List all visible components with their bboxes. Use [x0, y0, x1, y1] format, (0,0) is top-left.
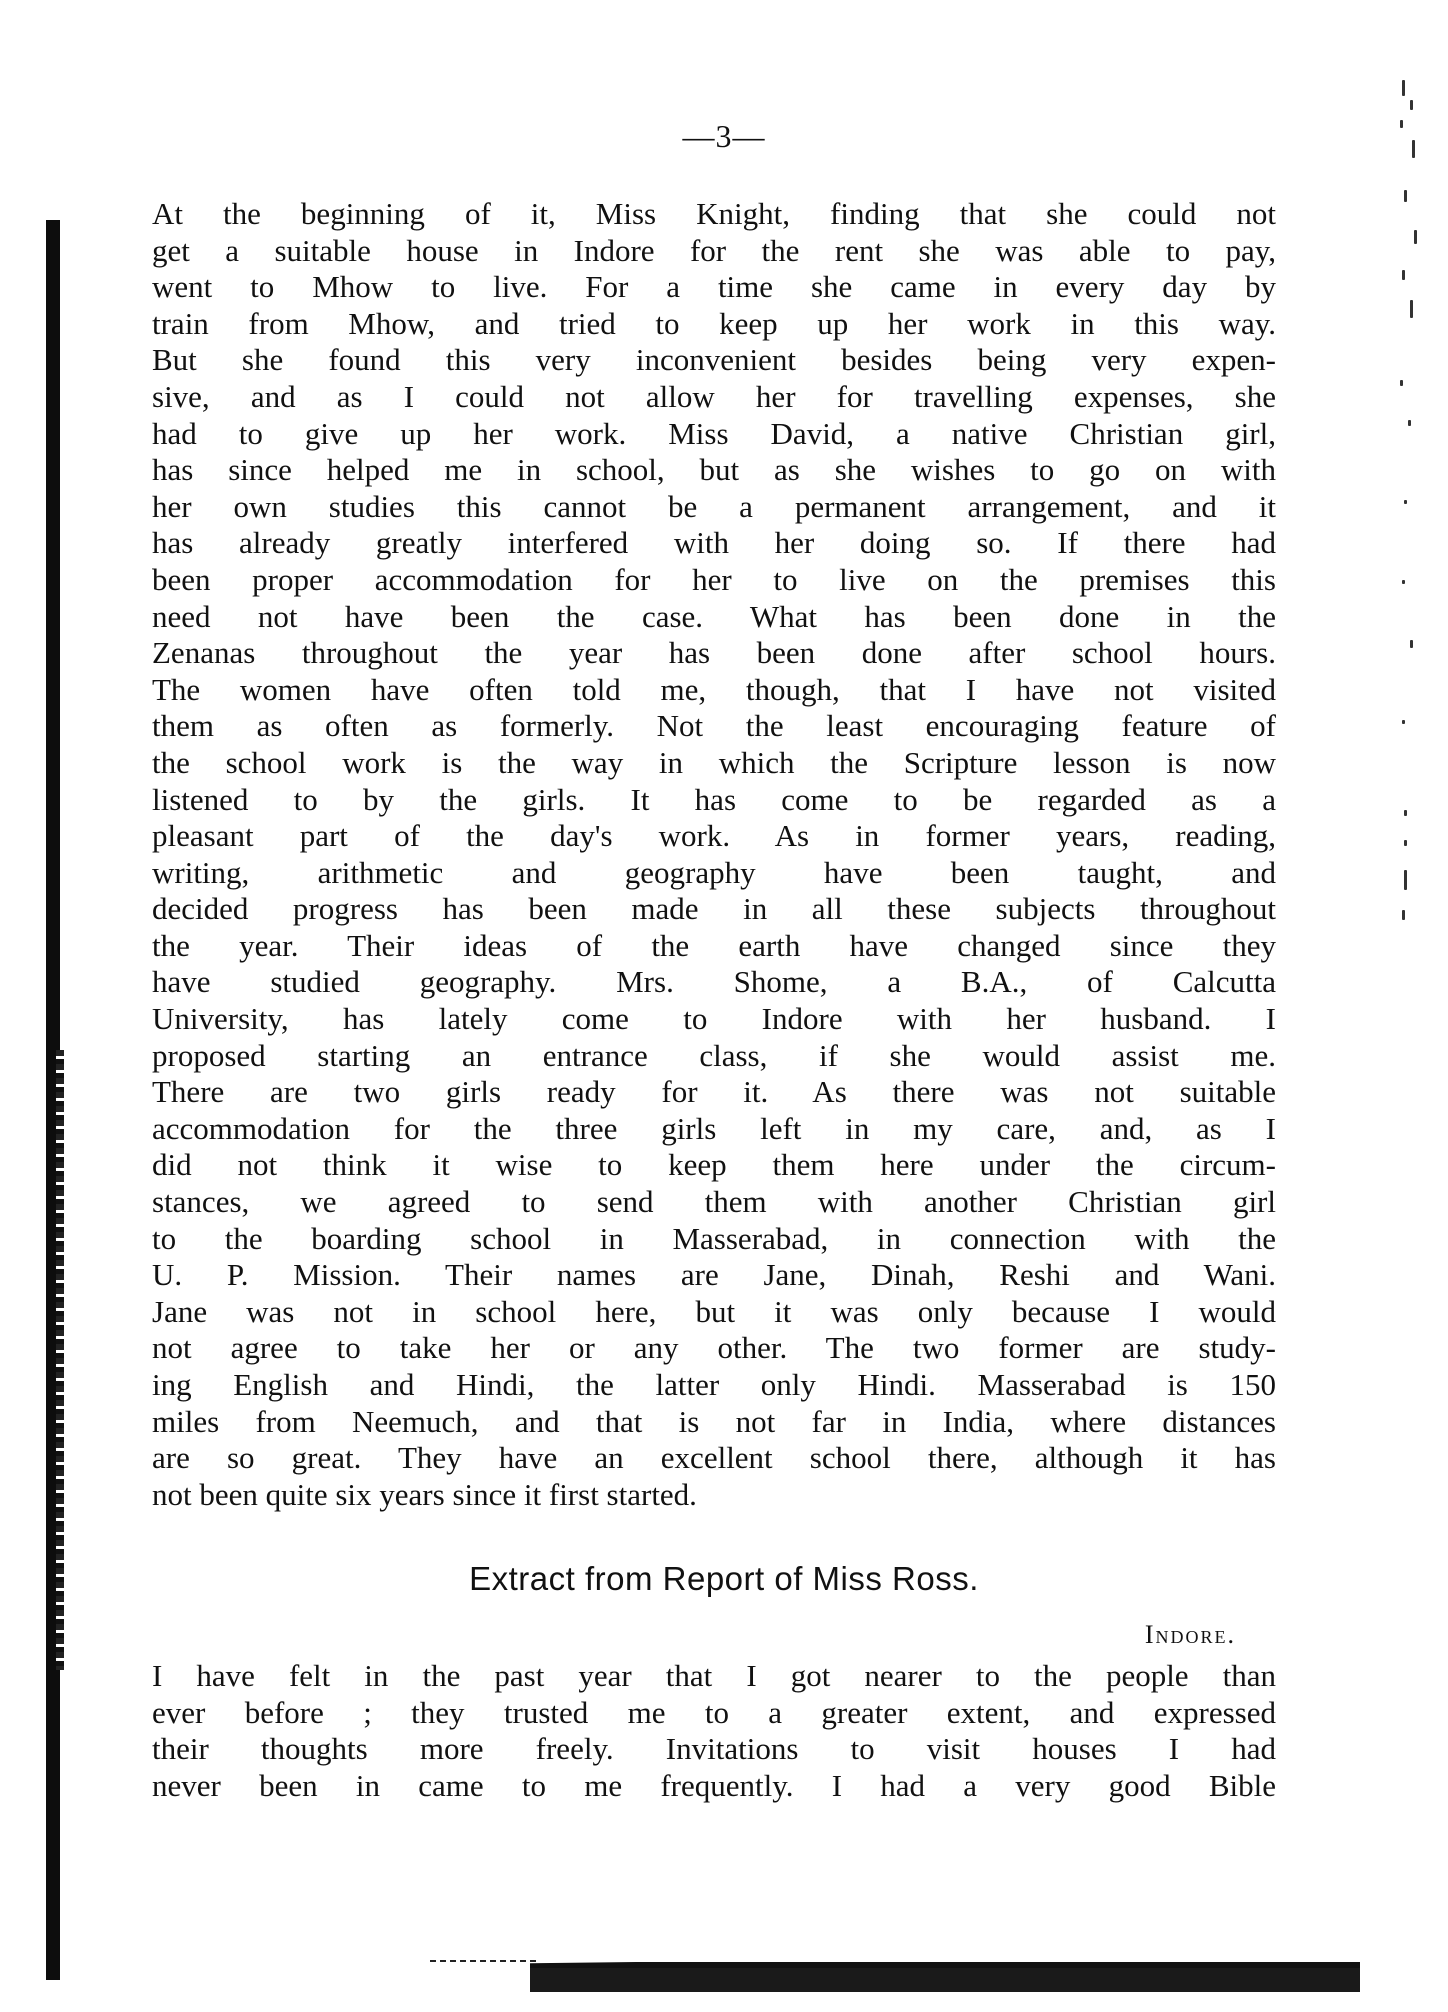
report-line: never been in came to me frequently. I had a very good Bible [152, 1767, 1276, 1803]
body-line: miles from Neemuch, and that is not far in India, where distances [152, 1403, 1276, 1439]
report-line: their thoughts more freely. Invitations to visit houses I had [152, 1731, 1276, 1767]
body-line: her own studies this cannot be a permanent arrangement, and it [152, 488, 1276, 524]
body-line: accommodation for the three girls left in my care, and, as I [152, 1110, 1276, 1146]
body-line: Zenanas throughout the year has been done after school hours. [152, 635, 1276, 671]
body-line: writing, arithmetic and geography have been taught, and [152, 854, 1276, 890]
body-line: the year. Their ideas of the earth have changed since they [152, 927, 1276, 963]
body-line: get a suitable house in Indore for the rent she was able to pay, [152, 232, 1276, 268]
body-line: not been quite six years since it first started. [152, 1476, 697, 1512]
body-line: them as often as formerly. Not the least encouraging feature of [152, 708, 1276, 744]
body-line: has since helped me in school, but as she wishes to go on with [152, 452, 1276, 488]
body-line: But she found this very inconvenient besides being very expen- [152, 342, 1276, 378]
body-line: U. P. Mission. Their names are Jane, Dinah, Reshi and Wani. [152, 1257, 1276, 1293]
body-line: pleasant part of the day's work. As in former years, reading, [152, 818, 1276, 854]
body-line: stances, we agreed to send them with another Christian girl [152, 1184, 1276, 1220]
body-line: been proper accommodation for her to live on the premises this [152, 561, 1276, 597]
body-line: did not think it wise to keep them here under the circum- [152, 1147, 1276, 1183]
bottom-edge-damage [530, 1956, 1360, 1992]
body-line: sive, and as I could not allow her for travelling expenses, she [152, 378, 1276, 414]
body-line: the school work is the way in which the Scripture lesson is now [152, 744, 1276, 780]
body-line: At the beginning of it, Miss Knight, finding that she could not [152, 196, 1276, 231]
body-line: need not have been the case. What has been done in the [152, 598, 1276, 634]
page-number: —3— [682, 118, 766, 154]
body-line: Jane was not in school here, but it was only because I would [152, 1293, 1276, 1329]
body-line: The women have often told me, though, that I have not visited [152, 671, 1276, 707]
report-line: ever before ; they trusted me to a greater extent, and expressed [152, 1694, 1276, 1730]
report-paragraph [152, 1658, 1276, 1804]
body-line: to the boarding school in Masserabad, in connection with the [152, 1220, 1276, 1256]
place-name: Indore. [1144, 1620, 1236, 1649]
body-line: proposed starting an entrance class, if she would assist me. [152, 1037, 1276, 1073]
body-line: are so great. They have an excellent school there, although it has [152, 1440, 1276, 1476]
body-line: decided progress has been made in all these subjects throughout [152, 891, 1276, 927]
bottom-edge-dashes [430, 1960, 540, 1962]
body-line: went to Mhow to live. For a time she came in every day by [152, 269, 1276, 305]
body-line: had to give up her work. Miss David, a native Christian girl, [152, 415, 1276, 451]
body-paragraph [152, 196, 1276, 1513]
body-line: not agree to take her or any other. The two former are study- [152, 1330, 1276, 1366]
body-line: train from Mhow, and tried to keep up her work in this way. [152, 305, 1276, 341]
body-line: There are two girls ready for it. As there was not suitable [152, 1074, 1276, 1110]
report-line: I have felt in the past year that I got nearer to the people than [152, 1658, 1276, 1693]
body-line: listened to by the girls. It has come to be regarded as a [152, 781, 1276, 817]
body-line: have studied geography. Mrs. Shome, a B.A., of Calcutta [152, 964, 1276, 1000]
body-line: University, has lately come to Indore with her husband. I [152, 1001, 1276, 1037]
body-line: has already greatly interfered with her doing so. If there had [152, 525, 1276, 561]
body-line: ing English and Hindi, the latter only Hindi. Masserabad is 150 [152, 1367, 1276, 1402]
section-heading: Extract from Report of Miss Ross. [469, 1560, 979, 1597]
right-edge-specks [1398, 80, 1428, 980]
